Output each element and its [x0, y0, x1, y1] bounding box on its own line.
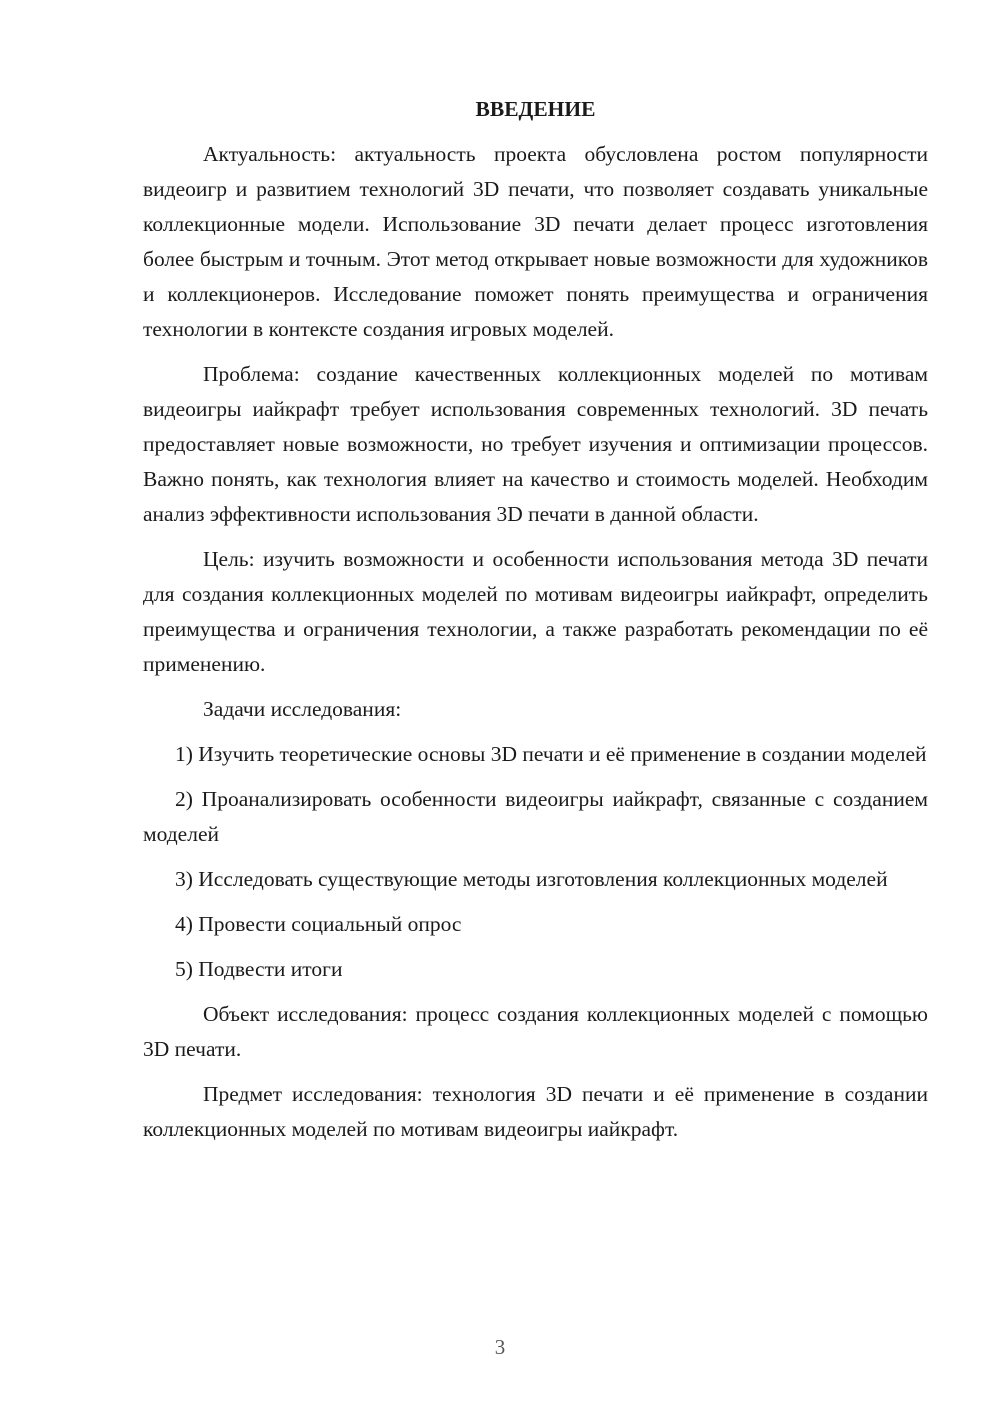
- task-item-4: 4) Провести социальный опрос: [175, 912, 462, 936]
- page-number: 3: [494, 1335, 506, 1359]
- document-page: [143, 92, 928, 1157]
- task-item-3: 3) Исследовать существующие методы изготовления коллекционных моделей: [175, 867, 888, 891]
- paragraph-goal: Цель: изучить возможности и особенности использования метода 3D печати для создания коллекционных моделей по мотивам видеоигры иайкрафт, определить преимущества и ограничения технологии, а также разработать рекомендации по её применению.: [143, 547, 928, 676]
- task-item-2: 2) Проанализировать особенности видеоигры иайкрафт, связанные с созданием моделей: [143, 787, 928, 846]
- task-item-5: 5) Подвести итоги: [175, 957, 343, 981]
- paragraph-subject: Предмет исследования: технология 3D печати и её применение в создании коллекционных моделей по мотивам видеоигры иайкрафт.: [143, 1082, 928, 1141]
- paragraph-relevance: Актуальность: актуальность проекта обусловлена ростом популярности видеоигр и развитием технологий 3D печати, что позволяет создавать уникальные коллекционные модели. Использование 3D печати делает процесс изготовления более быстрым и точным. Этот метод открывает новые возможности для художников и коллекционеров. Исследование поможет понять преимущества и ограничения технологии в контексте создания игровых моделей.: [143, 142, 928, 341]
- page-title: ВВЕДЕНИЕ: [475, 97, 596, 121]
- task-item-1: 1) Изучить теоретические основы 3D печати и её применение в создании моделей: [175, 742, 927, 766]
- paragraph-problem: Проблема: создание качественных коллекционных моделей по мотивам видеоигры иайкрафт требует использования современных технологий. 3D печать предоставляет новые возможности, но требует изучения и оптимизации процессов. Важно понять, как технология влияет на качество и стоимость моделей. Необходим анализ эффективности использования 3D печати в данной области.: [143, 362, 928, 526]
- paragraph-object: Объект исследования: процесс создания коллекционных моделей с помощью 3D печати.: [143, 1002, 928, 1061]
- tasks-heading: Задачи исследования:: [203, 697, 402, 721]
